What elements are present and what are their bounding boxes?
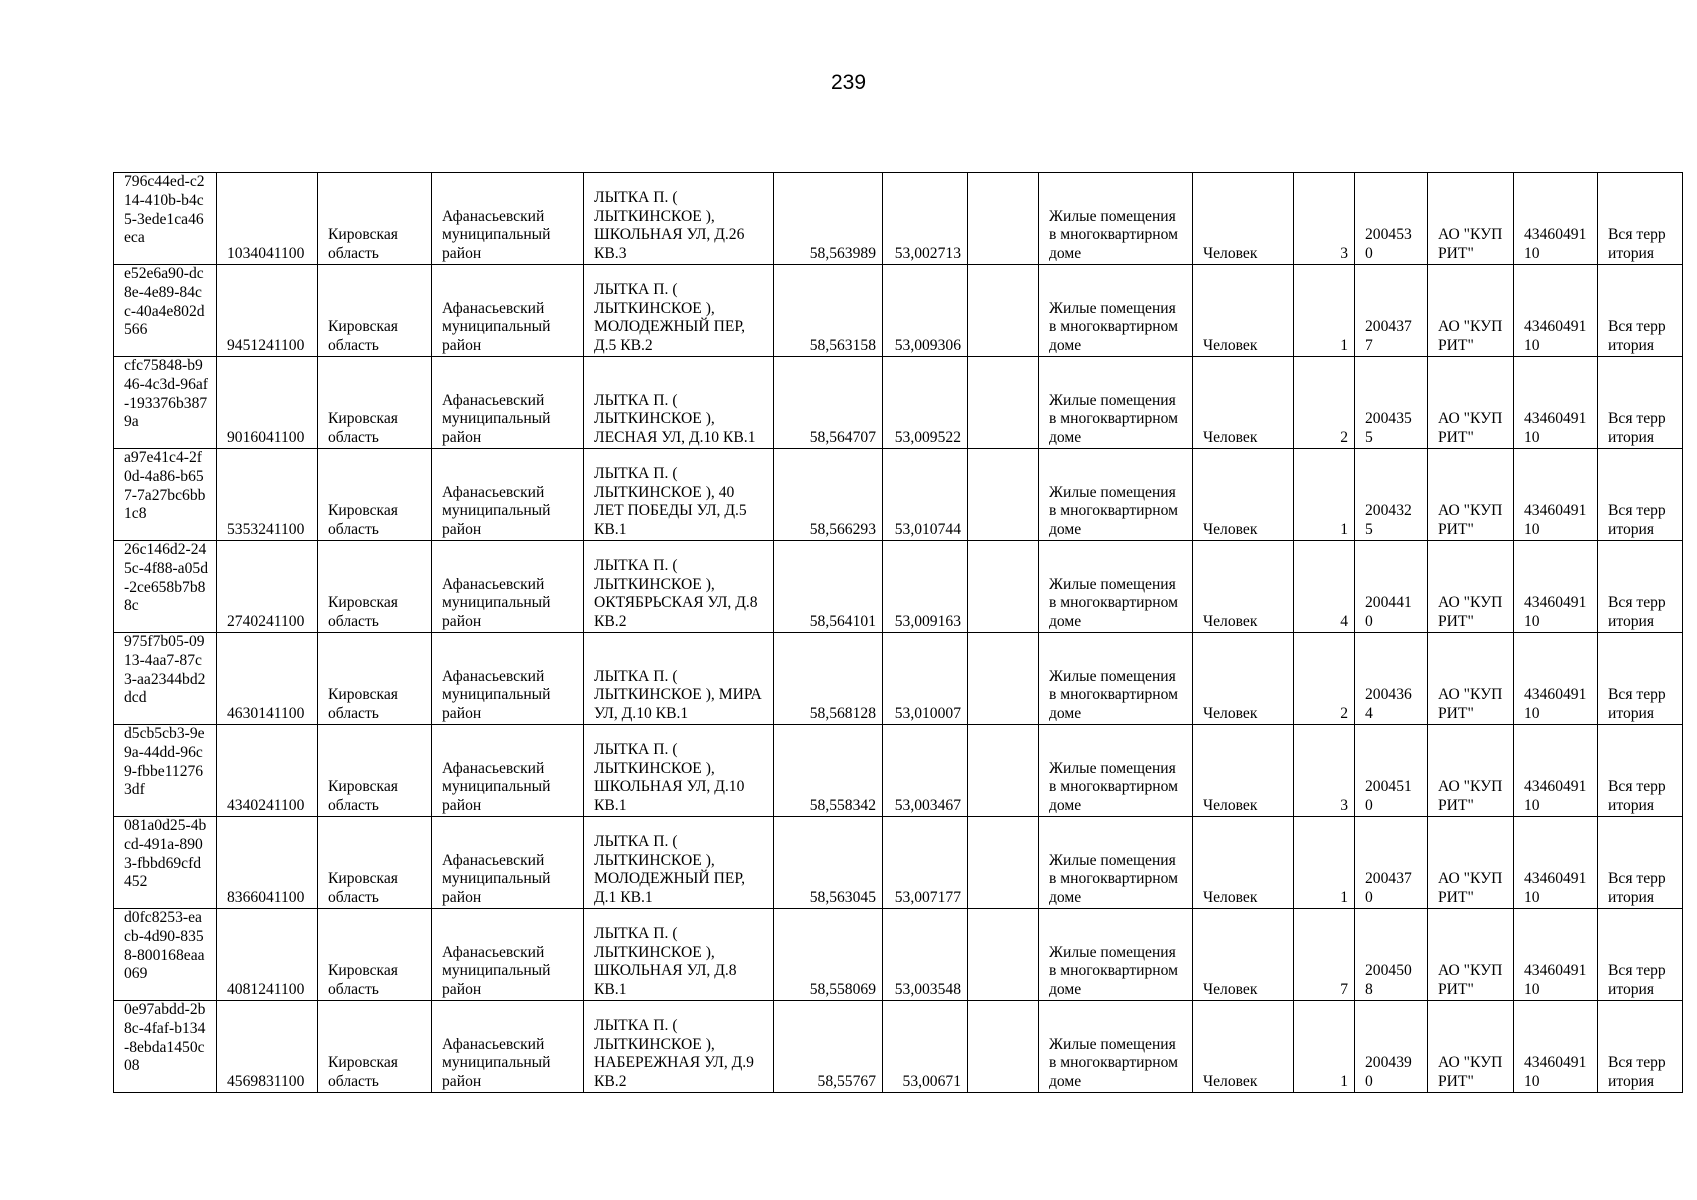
cell-quantity: 4	[1294, 541, 1355, 633]
cell-longitude: 53,009522	[883, 357, 968, 449]
cell-number: 2004508	[1355, 909, 1428, 1001]
cell-scope: Вся территория	[1598, 265, 1683, 357]
cell-id: 081a0d25-4bcd-491a-8903-fbbd69cfd452	[114, 817, 217, 909]
cell-inn: 4346049110	[1514, 725, 1598, 817]
cell-region: Кировская область	[318, 1001, 432, 1093]
cell-id: e52e6a90-dc8e-4e89-84cc-40a4e802d566	[114, 265, 217, 357]
cell-empty	[968, 265, 1039, 357]
cell-longitude: 53,010744	[883, 449, 968, 541]
page-number: 239	[830, 71, 867, 94]
cell-region: Кировская область	[318, 265, 432, 357]
cell-region: Кировская область	[318, 357, 432, 449]
cell-number: 2004370	[1355, 817, 1428, 909]
cell-address: ЛЫТКА П. ( ЛЫТКИНСКОЕ ), ОКТЯБРЬСКАЯ УЛ, Д.8 КВ.2	[584, 541, 774, 633]
table-row	[114, 265, 1683, 357]
cell-longitude: 53,007177	[883, 817, 968, 909]
cell-scope: Вся территория	[1598, 357, 1683, 449]
cell-organization: АО "КУПРИТ"	[1428, 725, 1514, 817]
cell-code: 8366041100	[217, 817, 318, 909]
cell-latitude: 58,563989	[774, 173, 883, 265]
table-row	[114, 449, 1683, 541]
cell-district: Афанасьевский муниципальный район	[432, 449, 584, 541]
cell-scope: Вся территория	[1598, 909, 1683, 1001]
cell-quantity: 7	[1294, 909, 1355, 1001]
cell-scope: Вся территория	[1598, 817, 1683, 909]
cell-organization: АО "КУПРИТ"	[1428, 173, 1514, 265]
cell-scope: Вся территория	[1598, 633, 1683, 725]
cell-district: Афанасьевский муниципальный район	[432, 817, 584, 909]
cell-empty	[968, 817, 1039, 909]
cell-longitude: 53,003467	[883, 725, 968, 817]
cell-id: d0fc8253-eacb-4d90-8358-800168eaa069	[114, 909, 217, 1001]
table-row	[114, 817, 1683, 909]
cell-code: 9451241100	[217, 265, 318, 357]
cell-latitude: 58,563158	[774, 265, 883, 357]
cell-latitude: 58,558069	[774, 909, 883, 1001]
cell-organization: АО "КУПРИТ"	[1428, 633, 1514, 725]
cell-scope: Вся территория	[1598, 173, 1683, 265]
cell-latitude: 58,563045	[774, 817, 883, 909]
cell-latitude: 58,568128	[774, 633, 883, 725]
cell-quantity: 2	[1294, 633, 1355, 725]
cell-number: 2004325	[1355, 449, 1428, 541]
cell-number: 2004377	[1355, 265, 1428, 357]
table-row	[114, 725, 1683, 817]
cell-empty	[968, 633, 1039, 725]
cell-inn: 4346049110	[1514, 357, 1598, 449]
cell-region: Кировская область	[318, 817, 432, 909]
cell-district: Афанасьевский муниципальный район	[432, 541, 584, 633]
cell-quantity: 3	[1294, 173, 1355, 265]
cell-organization: АО "КУПРИТ"	[1428, 541, 1514, 633]
cell-unit: Человек	[1193, 357, 1294, 449]
cell-address: ЛЫТКА П. ( ЛЫТКИНСКОЕ ), НАБЕРЕЖНАЯ УЛ, Д.9 КВ.2	[584, 1001, 774, 1093]
table-row	[114, 541, 1683, 633]
cell-region: Кировская область	[318, 725, 432, 817]
cell-scope: Вся территория	[1598, 449, 1683, 541]
cell-unit: Человек	[1193, 265, 1294, 357]
cell-organization: АО "КУПРИТ"	[1428, 265, 1514, 357]
cell-unit: Человек	[1193, 817, 1294, 909]
cell-address: ЛЫТКА П. ( ЛЫТКИНСКОЕ ), 40 ЛЕТ ПОБЕДЫ УЛ, Д.5 КВ.1	[584, 449, 774, 541]
cell-quantity: 2	[1294, 357, 1355, 449]
cell-latitude: 58,564101	[774, 541, 883, 633]
cell-id: d5cb5cb3-9e9a-44dd-96c9-fbbe112763df	[114, 725, 217, 817]
cell-code: 4081241100	[217, 909, 318, 1001]
cell-address: ЛЫТКА П. ( ЛЫТКИНСКОЕ ), ЛЕСНАЯ УЛ, Д.10 КВ.1	[584, 357, 774, 449]
cell-empty	[968, 1001, 1039, 1093]
cell-unit: Человек	[1193, 173, 1294, 265]
cell-empty	[968, 725, 1039, 817]
cell-latitude: 58,55767	[774, 1001, 883, 1093]
cell-empty	[968, 357, 1039, 449]
cell-object-type: Жилые помещения в многоквартирном доме	[1039, 357, 1193, 449]
cell-empty	[968, 909, 1039, 1001]
table-row	[114, 909, 1683, 1001]
cell-unit: Человек	[1193, 1001, 1294, 1093]
cell-id: 796c44ed-c214-410b-b4c5-3ede1ca46eca	[114, 173, 217, 265]
cell-object-type: Жилые помещения в многоквартирном доме	[1039, 449, 1193, 541]
cell-number: 2004510	[1355, 725, 1428, 817]
cell-inn: 4346049110	[1514, 173, 1598, 265]
cell-inn: 4346049110	[1514, 909, 1598, 1001]
cell-latitude: 58,558342	[774, 725, 883, 817]
registry-body	[114, 173, 1683, 1093]
cell-address: ЛЫТКА П. ( ЛЫТКИНСКОЕ ), ШКОЛЬНАЯ УЛ, Д.8 КВ.1	[584, 909, 774, 1001]
cell-inn: 4346049110	[1514, 633, 1598, 725]
cell-latitude: 58,564707	[774, 357, 883, 449]
cell-address: ЛЫТКА П. ( ЛЫТКИНСКОЕ ), МОЛОДЕЖНЫЙ ПЕР, Д.1 КВ.1	[584, 817, 774, 909]
table-row	[114, 1001, 1683, 1093]
cell-region: Кировская область	[318, 173, 432, 265]
cell-inn: 4346049110	[1514, 817, 1598, 909]
cell-code: 4340241100	[217, 725, 318, 817]
cell-empty	[968, 541, 1039, 633]
registry-table	[113, 172, 1683, 1093]
cell-longitude: 53,003548	[883, 909, 968, 1001]
cell-object-type: Жилые помещения в многоквартирном доме	[1039, 541, 1193, 633]
table-row	[114, 357, 1683, 449]
table-row	[114, 633, 1683, 725]
cell-district: Афанасьевский муниципальный район	[432, 725, 584, 817]
cell-id: cfc75848-b946-4c3d-96af-193376b3879a	[114, 357, 217, 449]
cell-object-type: Жилые помещения в многоквартирном доме	[1039, 265, 1193, 357]
cell-address: ЛЫТКА П. ( ЛЫТКИНСКОЕ ), ШКОЛЬНАЯ УЛ, Д.26 КВ.3	[584, 173, 774, 265]
cell-code: 2740241100	[217, 541, 318, 633]
cell-longitude: 53,002713	[883, 173, 968, 265]
cell-organization: АО "КУПРИТ"	[1428, 357, 1514, 449]
cell-quantity: 1	[1294, 1001, 1355, 1093]
cell-region: Кировская область	[318, 909, 432, 1001]
cell-longitude: 53,009163	[883, 541, 968, 633]
cell-region: Кировская область	[318, 541, 432, 633]
cell-quantity: 3	[1294, 725, 1355, 817]
cell-object-type: Жилые помещения в многоквартирном доме	[1039, 173, 1193, 265]
cell-code: 1034041100	[217, 173, 318, 265]
cell-scope: Вся территория	[1598, 1001, 1683, 1093]
cell-district: Афанасьевский муниципальный район	[432, 357, 584, 449]
cell-inn: 4346049110	[1514, 1001, 1598, 1093]
cell-unit: Человек	[1193, 725, 1294, 817]
cell-object-type: Жилые помещения в многоквартирном доме	[1039, 1001, 1193, 1093]
cell-id: a97e41c4-2f0d-4a86-b657-7a27bc6bb1c8	[114, 449, 217, 541]
cell-object-type: Жилые помещения в многоквартирном доме	[1039, 633, 1193, 725]
cell-longitude: 53,010007	[883, 633, 968, 725]
cell-object-type: Жилые помещения в многоквартирном доме	[1039, 725, 1193, 817]
cell-organization: АО "КУПРИТ"	[1428, 449, 1514, 541]
cell-id: 26c146d2-245c-4f88-a05d-2ce658b7b88c	[114, 541, 217, 633]
cell-longitude: 53,009306	[883, 265, 968, 357]
cell-id: 0e97abdd-2b8c-4faf-b134-8ebda1450c08	[114, 1001, 217, 1093]
cell-address: ЛЫТКА П. ( ЛЫТКИНСКОЕ ), ШКОЛЬНАЯ УЛ, Д.10 КВ.1	[584, 725, 774, 817]
cell-district: Афанасьевский муниципальный район	[432, 265, 584, 357]
cell-empty	[968, 449, 1039, 541]
cell-unit: Человек	[1193, 449, 1294, 541]
cell-empty	[968, 173, 1039, 265]
cell-code: 9016041100	[217, 357, 318, 449]
cell-code: 4569831100	[217, 1001, 318, 1093]
cell-inn: 4346049110	[1514, 541, 1598, 633]
cell-longitude: 53,00671	[883, 1001, 968, 1093]
cell-scope: Вся территория	[1598, 541, 1683, 633]
cell-object-type: Жилые помещения в многоквартирном доме	[1039, 909, 1193, 1001]
table-row	[114, 173, 1683, 265]
cell-latitude: 58,566293	[774, 449, 883, 541]
cell-unit: Человек	[1193, 633, 1294, 725]
cell-district: Афанасьевский муниципальный район	[432, 909, 584, 1001]
cell-id: 975f7b05-0913-4aa7-87c3-aa2344bd2dcd	[114, 633, 217, 725]
cell-region: Кировская область	[318, 449, 432, 541]
cell-address: ЛЫТКА П. ( ЛЫТКИНСКОЕ ), МОЛОДЕЖНЫЙ ПЕР, Д.5 КВ.2	[584, 265, 774, 357]
cell-district: Афанасьевский муниципальный район	[432, 633, 584, 725]
cell-address: ЛЫТКА П. ( ЛЫТКИНСКОЕ ), МИРА УЛ, Д.10 КВ.1	[584, 633, 774, 725]
cell-number: 2004530	[1355, 173, 1428, 265]
cell-organization: АО "КУПРИТ"	[1428, 1001, 1514, 1093]
cell-code: 5353241100	[217, 449, 318, 541]
cell-region: Кировская область	[318, 633, 432, 725]
cell-unit: Человек	[1193, 541, 1294, 633]
cell-code: 4630141100	[217, 633, 318, 725]
cell-number: 2004355	[1355, 357, 1428, 449]
cell-quantity: 1	[1294, 817, 1355, 909]
cell-inn: 4346049110	[1514, 449, 1598, 541]
cell-inn: 4346049110	[1514, 265, 1598, 357]
cell-quantity: 1	[1294, 449, 1355, 541]
cell-district: Афанасьевский муниципальный район	[432, 1001, 584, 1093]
cell-number: 2004390	[1355, 1001, 1428, 1093]
cell-organization: АО "КУПРИТ"	[1428, 909, 1514, 1001]
cell-district: Афанасьевский муниципальный район	[432, 173, 584, 265]
cell-unit: Человек	[1193, 909, 1294, 1001]
cell-scope: Вся территория	[1598, 725, 1683, 817]
cell-object-type: Жилые помещения в многоквартирном доме	[1039, 817, 1193, 909]
cell-organization: АО "КУПРИТ"	[1428, 817, 1514, 909]
cell-number: 2004410	[1355, 541, 1428, 633]
cell-number: 2004364	[1355, 633, 1428, 725]
cell-quantity: 1	[1294, 265, 1355, 357]
